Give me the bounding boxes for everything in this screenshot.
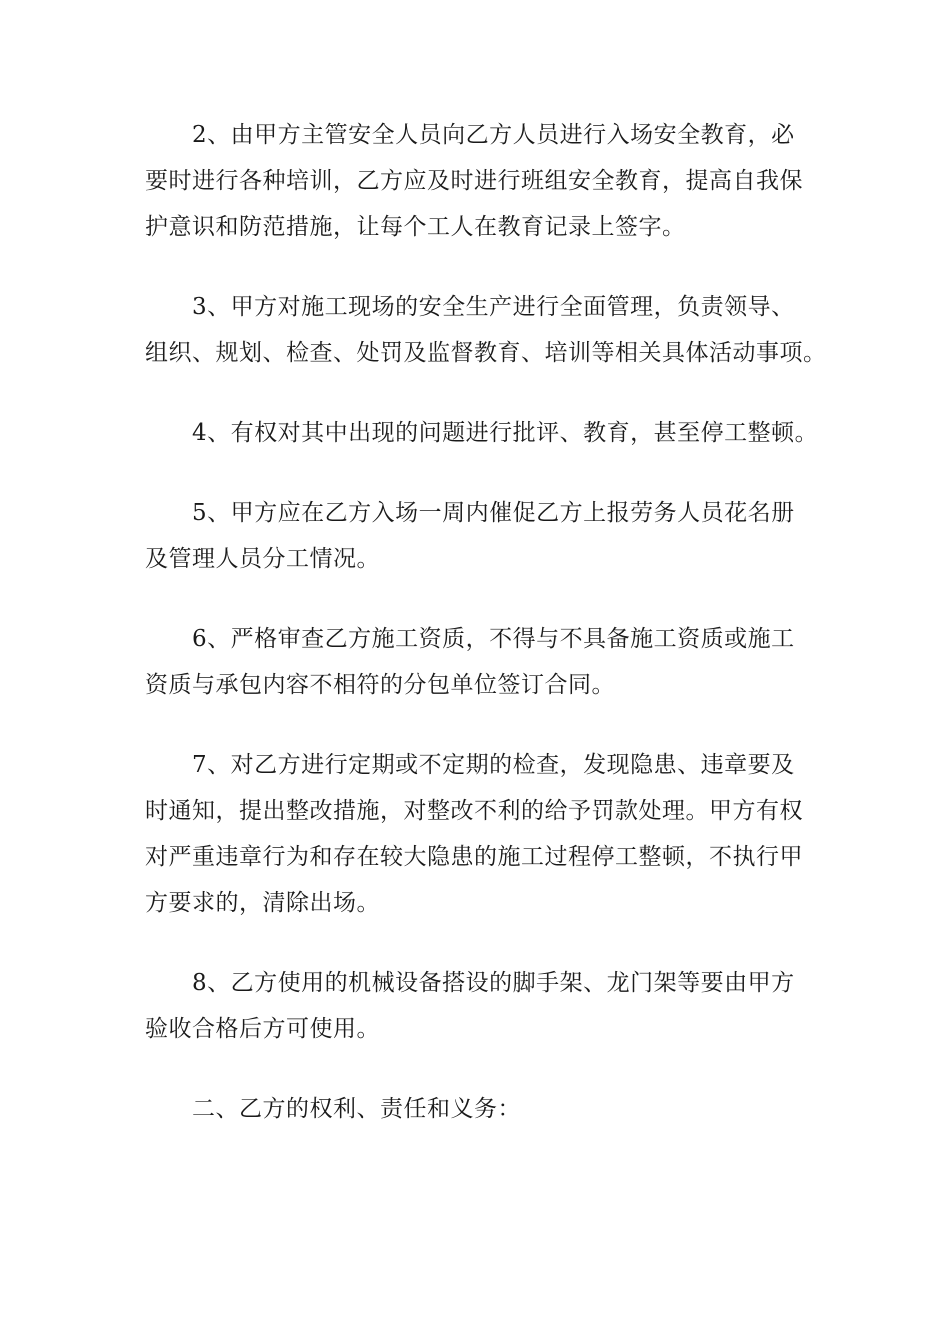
paragraph-line: 3、甲方对施工现场的安全生产进行全面管理，负责领导、	[192, 294, 795, 320]
paragraph-item-2	[145, 112, 810, 250]
paragraph-line: 7、对乙方进行定期或不定期的检查，发现隐患、违章要及	[192, 752, 795, 778]
paragraph-item-7	[145, 742, 810, 926]
section-heading-text: 二、乙方的权利、责任和义务：	[192, 1096, 521, 1122]
paragraph-item-4	[145, 410, 819, 456]
paragraph-line: 8、乙方使用的机械设备搭设的脚手架、龙门架等要由甲方	[192, 970, 795, 996]
paragraph-item-8	[145, 960, 810, 1052]
paragraph-line: 组织、规划、检查、处罚及监督教育、培训等相关具体活动事项。	[145, 340, 827, 366]
paragraph-line: 护意识和防范措施，让每个工人在教育记录上签字。	[145, 214, 686, 240]
paragraph-item-3	[145, 284, 827, 376]
paragraph-line: 6、严格审查乙方施工资质，不得与不具备施工资质或施工	[192, 626, 795, 652]
paragraph-line: 资质与承包内容不相符的分包单位签订合同。	[145, 672, 615, 698]
paragraph-line: 时通知，提出整改措施，对整改不利的给予罚款处理。甲方有权	[145, 798, 803, 824]
paragraph-line: 4、有权对其中出现的问题进行批评、教育，甚至停工整顿。	[192, 420, 819, 446]
paragraph-item-6	[145, 616, 810, 708]
document-body	[145, 112, 827, 1166]
section-heading-party-b	[145, 1086, 810, 1132]
paragraph-line: 对严重违章行为和存在较大隐患的施工过程停工整顿，不执行甲	[145, 844, 803, 870]
paragraph-item-5	[145, 490, 810, 582]
paragraph-line: 及管理人员分工情况。	[145, 546, 380, 572]
paragraph-line: 方要求的，清除出场。	[145, 890, 380, 916]
paragraph-line: 2、由甲方主管安全人员向乙方人员进行入场安全教育，必	[192, 122, 795, 148]
paragraph-line: 验收合格后方可使用。	[145, 1016, 380, 1042]
paragraph-line: 要时进行各种培训，乙方应及时进行班组安全教育，提高自我保	[145, 168, 803, 194]
paragraph-line: 5、甲方应在乙方入场一周内催促乙方上报劳务人员花名册	[192, 500, 795, 526]
